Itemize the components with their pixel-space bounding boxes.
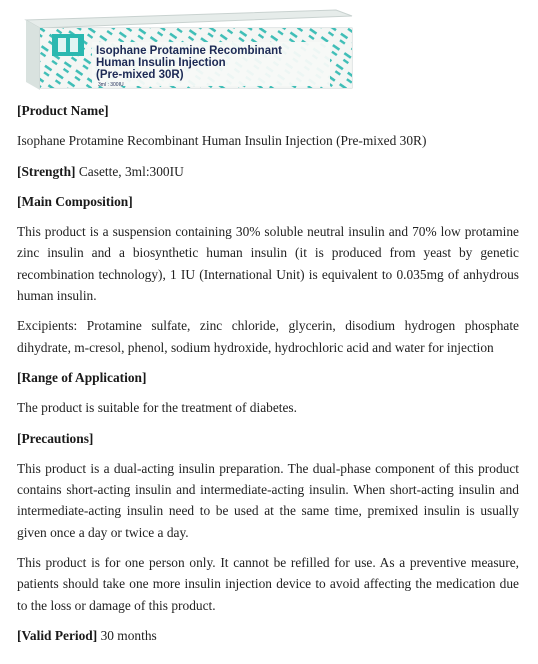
strength-text: Casette, 3ml:300IU	[75, 163, 184, 179]
strength-line	[17, 161, 519, 182]
excipients-paragraph: Excipients: Protamine sulfate, zinc chloride, glycerin, disodium hydrogen phosphate dihydrate, m-cresol, phenol, sodium hydroxide, hydrochloric acid and water for injection	[17, 318, 519, 355]
box-label-line-1: Isophane Protamine Recombinant	[96, 45, 282, 57]
product-name-heading: [Product Name]	[17, 103, 109, 118]
product-description	[17, 100, 519, 646]
valid-period-heading: [Valid Period]	[17, 627, 98, 643]
precautions-paragraph-2: This product is for one person only. It cannot be refilled for use. As a preventive measure, patients should take one more insulin injection device to avoid affecting the medication due to the loss or damage of this product.	[17, 555, 519, 613]
valid-period-text: 30 months	[97, 627, 157, 643]
range-heading: [Range of Application]	[17, 369, 147, 385]
precautions-heading: [Precautions]	[17, 430, 94, 446]
insulin-box-graphic	[16, 6, 356, 90]
main-composition-heading: [Main Composition]	[17, 193, 133, 209]
box-label-line-2: Human Insulin Injection	[96, 57, 226, 69]
product-box-image	[16, 6, 356, 90]
product-name-text: Isophane Protamine Recombinant Human Insulin Injection (Pre-mixed 30R)	[17, 133, 427, 149]
valid-period-line	[17, 625, 519, 646]
range-text: The product is suitable for the treatment of diabetes.	[17, 400, 297, 416]
precautions-paragraph-1: This product is a dual-acting insulin preparation. The dual-phase component of this product contains short-acting insulin and intermediate-acting insulin. When short-acting insulin and intermediate-acting insulin need to be used at the same time, premixed insulin is usually given once a day or twice a day.	[17, 460, 519, 540]
strength-heading: [Strength]	[17, 163, 76, 179]
box-small-text: 3ml : 300IU	[98, 82, 124, 88]
composition-paragraph-1: This product is a suspension containing 30% soluble neutral insulin and 70% low protamine zinc insulin and a biosynthetic human insulin (it is produced from yeast by genetic recombination technology), 1 IU (International Unit) is equivalent to 0.035mg of anhydrous human insulin.	[17, 224, 519, 304]
box-label-line-3: (Pre-mixed 30R)	[96, 69, 184, 81]
